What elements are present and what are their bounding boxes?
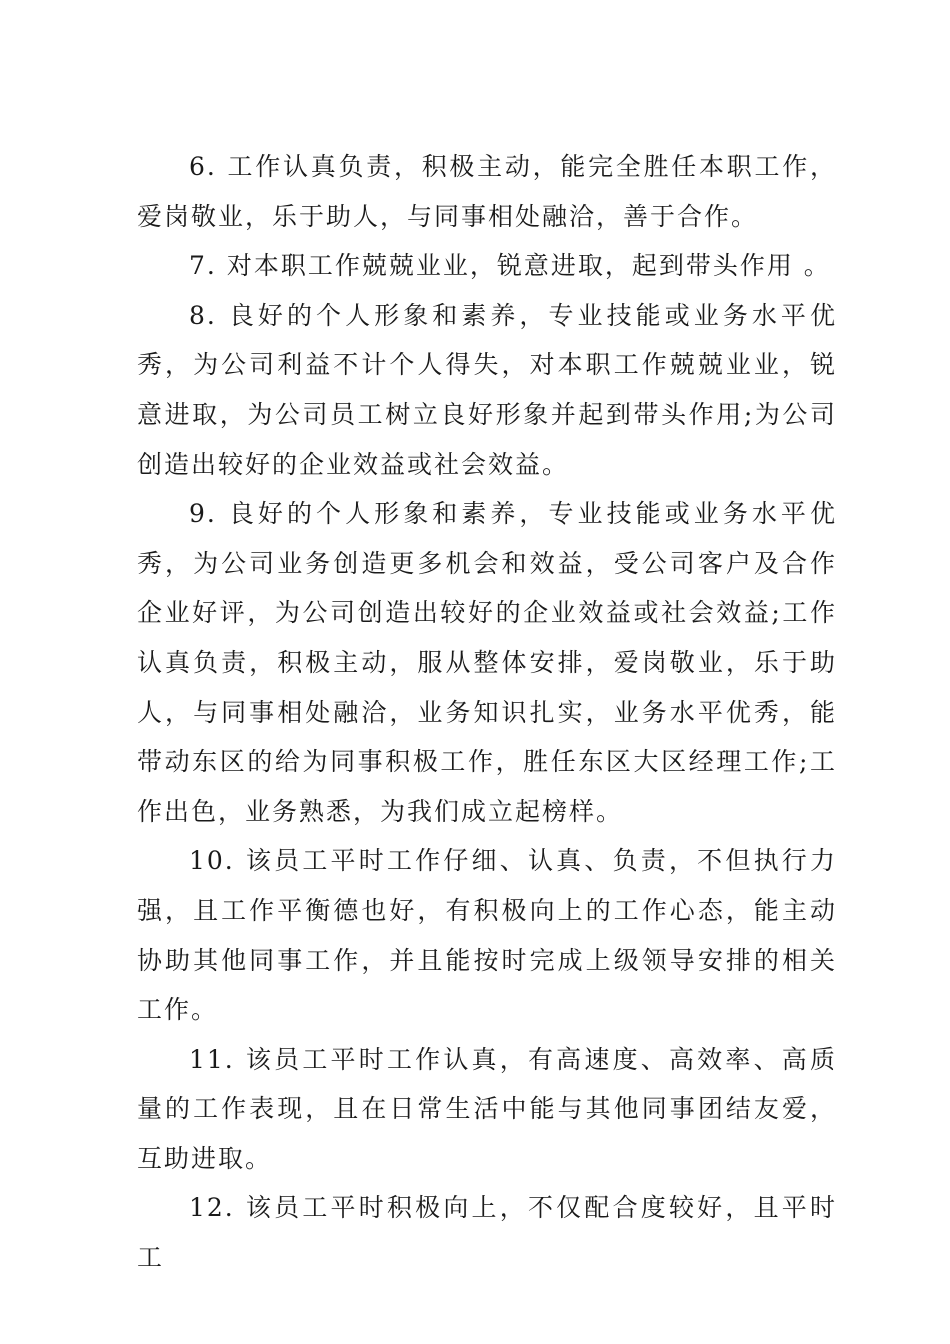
paragraph-text: 工作认真负责，积极主动，能完全胜任本职工作，爱岗敬业，乐于助人，与同事相处融洽，善于合作。	[137, 152, 837, 231]
paragraph-12	[137, 1183, 837, 1282]
paragraph-number: 10.	[189, 846, 235, 876]
paragraph-number: 6.	[189, 152, 217, 181]
paragraph-text: 该员工平时工作认真，有高速度、高效率、高质量的工作表现，且在日常生活中能与其他同事团结友爱，互助进取。	[137, 1044, 837, 1173]
paragraph-text: 良好的个人形象和素养，专业技能或业务水平优秀，为公司业务创造更多机会和效益，受公司客户及合作企业好评，为公司创造出较好的企业效益或社会效益;工作认真负责，积极主动，服从整体安排，爱岗敬业，乐于助人，与同事相处融洽，业务知识扎实，业务水平优秀，能带动东区的给为同事积极工作，胜任东区大区经理工作;工作出色，业务熟悉，为我们成立起榜样。	[137, 499, 837, 826]
document-body	[137, 142, 837, 1283]
paragraph-11	[137, 1035, 837, 1184]
paragraph-number: 9.	[189, 499, 217, 529]
paragraph-10	[137, 836, 837, 1034]
paragraph-7	[137, 241, 837, 291]
paragraph-6	[137, 142, 837, 241]
paragraph-number: 8.	[189, 300, 217, 330]
paragraph-text: 该员工平时积极向上，不仅配合度较好，且平时工	[137, 1193, 837, 1273]
paragraph-text: 该员工平时工作仔细、认真、负责，不但执行力强，且工作平衡德也好，有积极向上的工作心态，能主动协助其他同事工作，并且能按时完成上级领导安排的相关工作。	[137, 846, 837, 1025]
paragraph-9	[137, 489, 837, 836]
paragraph-text: 对本职工作兢兢业业，锐意进取，起到带头作用 。	[226, 251, 831, 281]
paragraph-text: 良好的个人形象和素养，专业技能或业务水平优秀，为公司利益不计个人得失，对本职工作兢兢业业，锐意进取，为公司员工树立良好形象并起到带头作用;为公司创造出较好的企业效益或社会效益。	[137, 300, 837, 479]
paragraph-number: 7.	[189, 251, 217, 281]
paragraph-number: 11.	[189, 1044, 235, 1074]
paragraph-8	[137, 291, 837, 489]
paragraph-number: 12.	[189, 1193, 235, 1223]
